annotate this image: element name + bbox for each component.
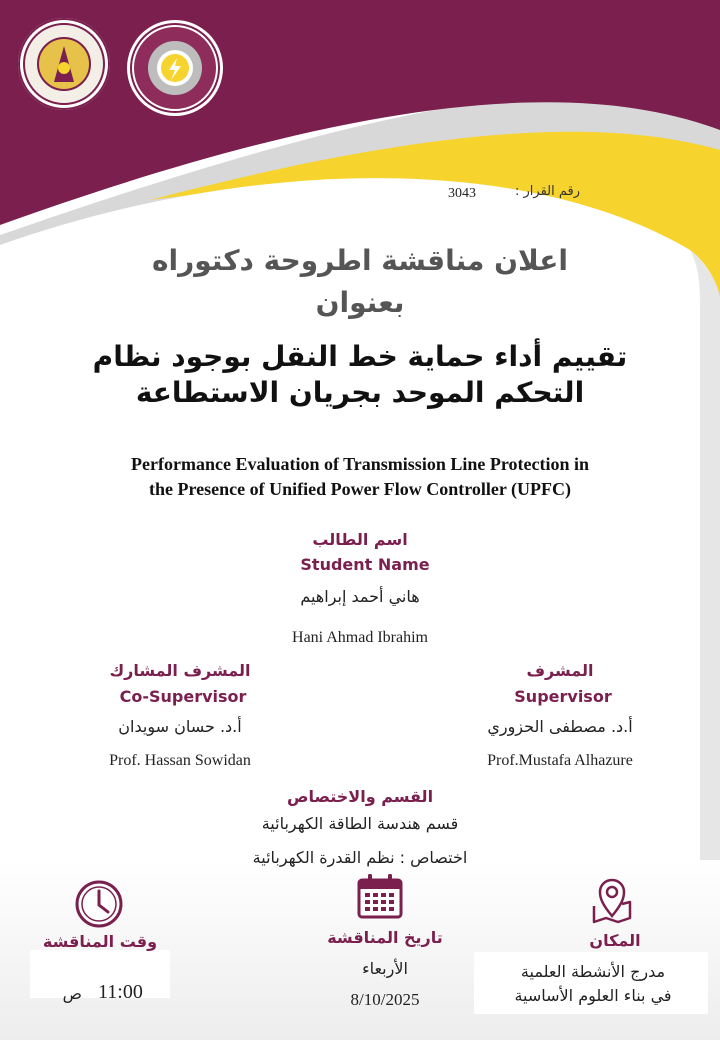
calendar-icon — [356, 872, 404, 920]
location-map-icon — [588, 876, 636, 926]
time-label: وقت المناقشة — [42, 932, 158, 951]
department-name: قسم هندسة الطاقة الكهربائية — [261, 814, 459, 833]
clock-icon — [73, 878, 125, 930]
co-supervisor-label-ar: المشرف المشارك — [109, 661, 251, 680]
place-label: المكان — [589, 931, 641, 950]
faculty-logo — [127, 20, 223, 116]
specialization: اختصاص : نظم القدرة الكهربائية — [252, 848, 468, 867]
thesis-title-en-line2: the Presence of Unified Power Flow Controller (UPFC) — [148, 479, 572, 499]
decision-label: رقم القرار : — [515, 184, 580, 199]
date-label: تاريخ المناقشة — [327, 928, 443, 947]
place-line2: في بناء العلوم الأساسية — [514, 986, 672, 1005]
thesis-title-ar-line2: التحكم الموحد بجريان الاستطاعة — [135, 376, 585, 409]
supervisor-label-ar: المشرف — [526, 661, 594, 680]
date-value: 8/10/2025 — [350, 990, 420, 1009]
thesis-title-en-line1: Performance Evaluation of Transmission Line Protection in — [131, 454, 589, 474]
student-label-en: Student Name — [300, 555, 430, 574]
co-supervisor-label-en: Co-Supervisor — [119, 687, 247, 706]
decision-number: 3043 — [448, 186, 476, 201]
university-logo — [18, 18, 110, 110]
supervisor-name-ar: أ.د. مصطفى الحزوري — [487, 717, 633, 736]
place-line1: مدرج الأنشطة العلمية — [520, 962, 666, 981]
department-label: القسم والاختصاص — [286, 787, 434, 806]
time-period: ص — [62, 984, 82, 1003]
date-day: الأربعاء — [362, 959, 408, 978]
time-value: 11:00 — [98, 981, 143, 1003]
supervisor-label-en: Supervisor — [514, 687, 612, 706]
announcement-title: اعلان مناقشة اطروحة دكتوراه — [151, 244, 569, 277]
co-supervisor-name-ar: أ.د. حسان سويدان — [118, 717, 242, 736]
co-supervisor-name-en: Prof. Hassan Sowidan — [109, 752, 251, 769]
student-label-ar: اسم الطالب — [312, 530, 408, 549]
student-name-ar: هاني أحمد إبراهيم — [300, 587, 420, 606]
entitled-label: بعنوان — [315, 286, 405, 319]
thesis-title-ar-line1: تقييم أداء حماية خط النقل بوجود نظام — [92, 340, 628, 373]
supervisor-name-en: Prof.Mustafa Alhazure — [487, 752, 633, 769]
student-name-en: Hani Ahmad Ibrahim — [292, 629, 428, 646]
